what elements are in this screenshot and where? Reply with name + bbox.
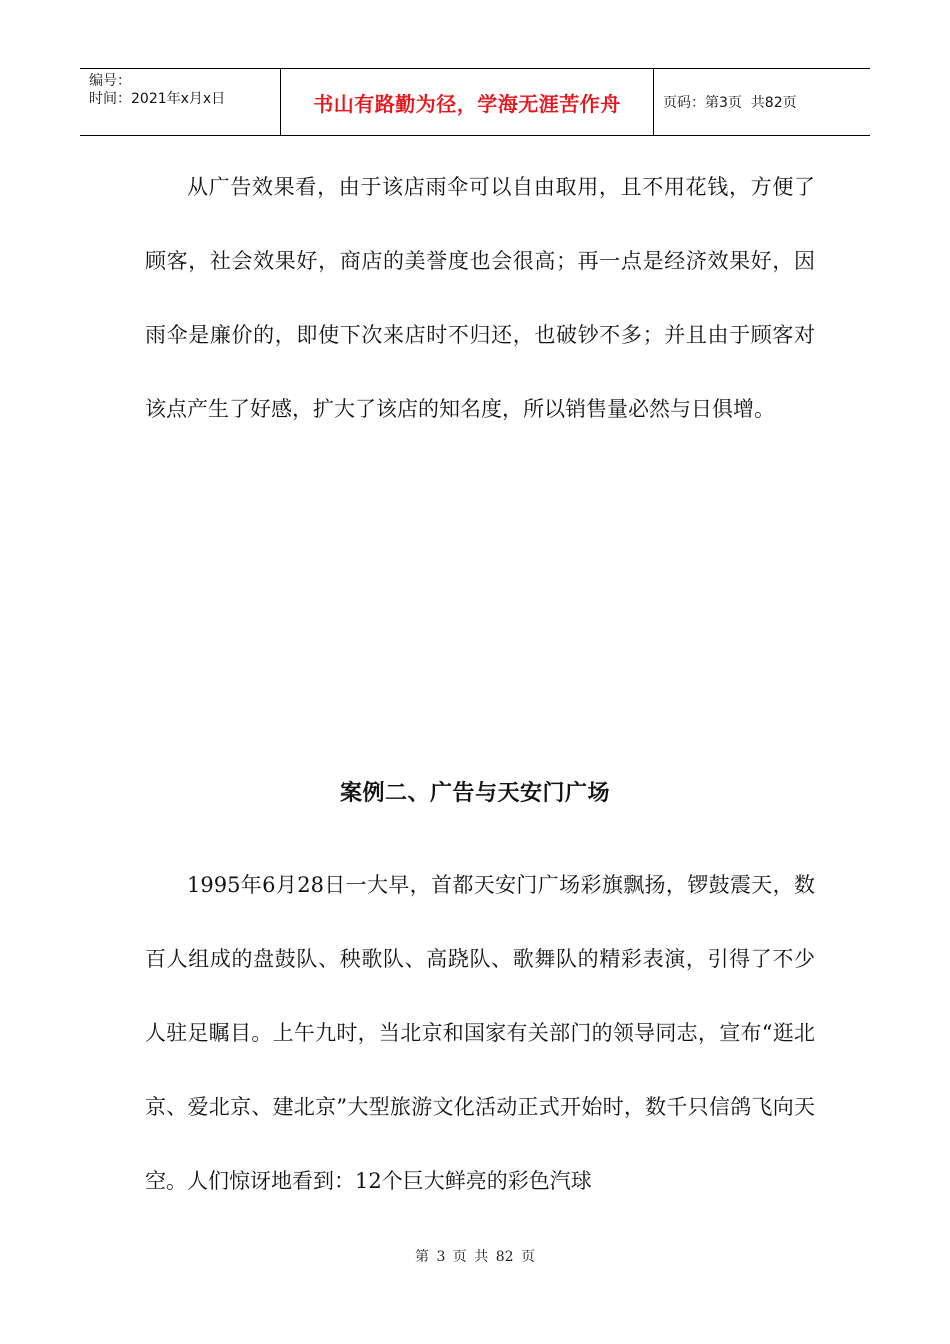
header-page-cell xyxy=(654,69,870,135)
header-page-info: 页码：第3页 共82页 xyxy=(663,95,797,111)
page-footer: 第 3 页 共 82 页 xyxy=(415,1249,535,1265)
section-title: 案例二、广告与天安门广场 xyxy=(339,780,610,806)
header-motto: 书山有路勤为径，学海无涯苦作舟 xyxy=(313,91,621,116)
body-paragraph-1: 从广告效果看，由于该店雨伞可以自由取用，且不用花钱，方便了顾客，社会效果好，商店的美誉度也会很高；再一点是经济效果好，因雨伞是廉价的，即使下次来店时不归还，也破钞不多；并且由于顾客对该点产生了好感，扩大了该店的知名度，所以销售量必然与日俱增。 xyxy=(145,175,815,421)
document-date-label: 时间：2021年x月x日 xyxy=(89,91,226,107)
document-number-label: 编号： xyxy=(89,73,131,89)
header-meta-cell xyxy=(80,69,281,135)
body-paragraph-2: 1995年6月28日一大早，首都天安门广场彩旗飘扬，锣鼓震天，数百人组成的盘鼓队、秧歌队、高跷队、歌舞队的精彩表演，引得了不少人驻足瞩目。上午九时，当北京和国家有关部门的领导同志，宣布“逛北京、爱北京、建北京”大型旅游文化活动正式开始时，数千只信鸽飞向天空。人们惊讶地看到：12个巨大鲜亮的彩色汽球 xyxy=(145,873,815,1193)
header-motto-cell xyxy=(281,69,654,135)
page-header xyxy=(80,68,870,136)
